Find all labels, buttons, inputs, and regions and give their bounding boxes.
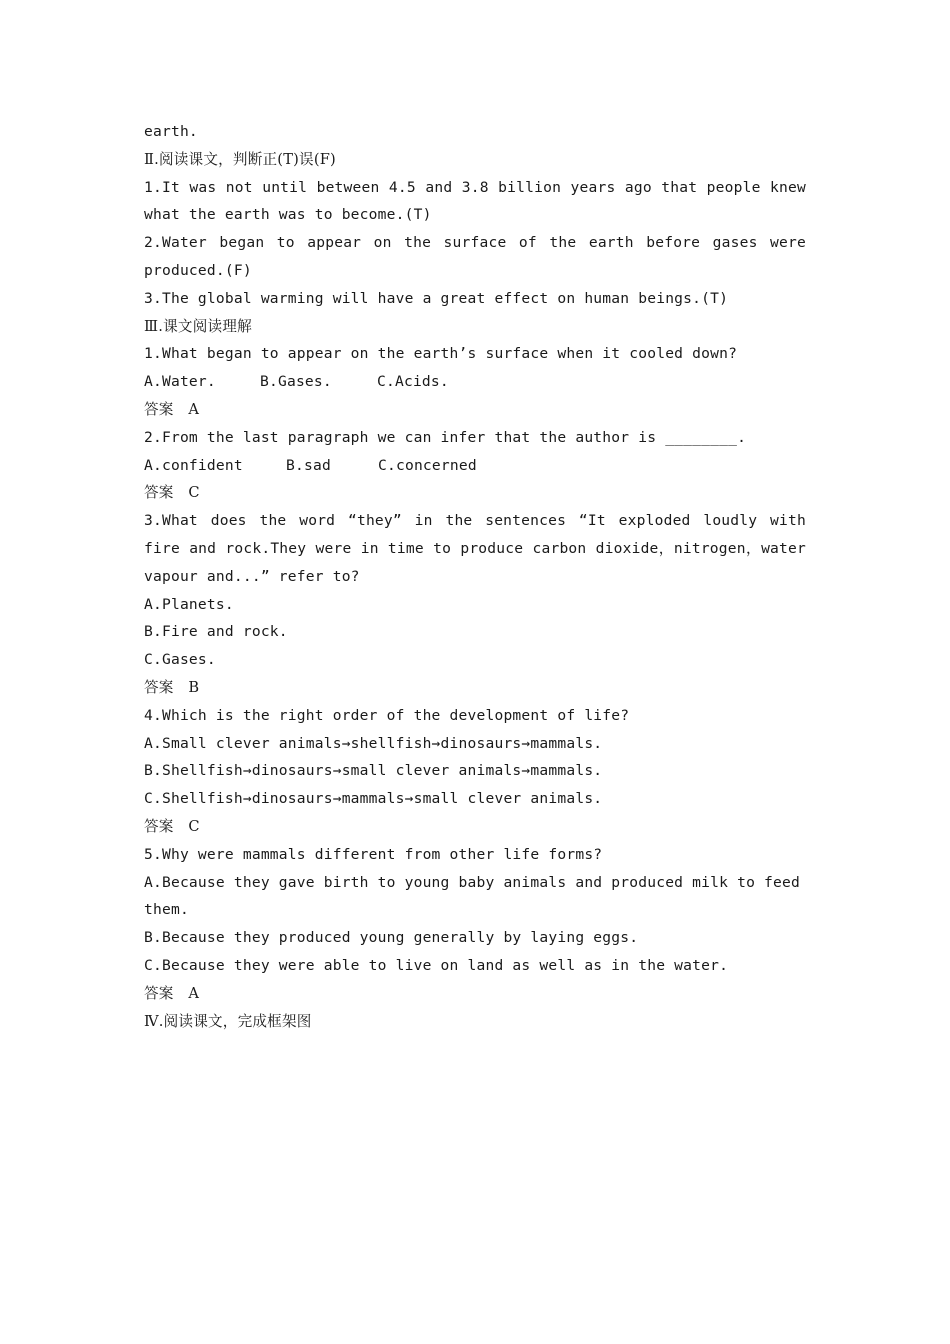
section-4-heading: Ⅳ.阅读课文，完成框架图 <box>144 1012 312 1030</box>
q2-option-c: C.concerned <box>378 456 477 474</box>
question-3: 3.What does the word “they” in the sentences “It exploded loudly with fire and rock.They were in time to produce carbon dioxide，nitrogen，water vapour and...” refer to? <box>144 512 815 585</box>
q3-option-b: B.Fire and rock. <box>144 623 288 641</box>
tf-item-2: 2.Water began to appear on the surface of the earth before gases were produced.(F) <box>144 234 815 279</box>
question-5-answer: 答案 A <box>144 984 200 1002</box>
top-fragment: earth. <box>144 123 198 140</box>
question-1-answer: 答案 A <box>144 400 200 418</box>
q1-option-c: C.Acids. <box>377 373 449 391</box>
document-page <box>144 118 815 1035</box>
q5-option-c: C.Because they were able to live on land as well as in the water. <box>144 956 729 974</box>
q2-option-b: B.sad <box>286 456 331 474</box>
question-1: 1.What began to appear on the earth’s surface when it cooled down? <box>144 345 738 363</box>
q1-option-a: A.Water. <box>144 373 216 391</box>
question-4-answer: 答案 C <box>144 817 200 835</box>
q4-option-b: B.Shellfish→dinosaurs→small clever animals→mammals. <box>144 762 603 780</box>
q5-option-b: B.Because they produced young generally by laying eggs. <box>144 929 639 947</box>
tf-item-3: 3.The global warming will have a great effect on human beings.(T) <box>144 289 729 307</box>
q3-option-a: A.Planets. <box>144 595 234 613</box>
question-1-options <box>144 368 806 396</box>
question-2: 2.From the last paragraph we can infer that the author is ________. <box>144 428 747 446</box>
question-4: 4.Which is the right order of the development of life? <box>144 706 630 724</box>
q4-option-c: C.Shellfish→dinosaurs→mammals→small clever animals. <box>144 790 603 808</box>
question-2-answer: 答案 C <box>144 484 200 502</box>
tf-item-1: 1.It was not until between 4.5 and 3.8 billion years ago that people knew what the earth was to become.(T) <box>144 178 815 224</box>
q2-option-a: A.confident <box>144 456 243 474</box>
question-3-answer: 答案 B <box>144 678 200 696</box>
question-5: 5.Why were mammals different from other life forms? <box>144 845 603 863</box>
q3-option-c: C.Gases. <box>144 651 216 669</box>
section-3-heading: Ⅲ.课文阅读理解 <box>144 317 252 335</box>
section-2-heading: Ⅱ.阅读课文，判断正(T)误(F) <box>144 150 336 168</box>
q1-option-b: B.Gases. <box>260 373 332 391</box>
question-2-options <box>144 452 806 480</box>
q5-option-a: A.Because they gave birth to young baby animals and produced milk to feed them. <box>144 873 809 919</box>
q4-option-a: A.Small clever animals→shellfish→dinosaurs→mammals. <box>144 734 603 752</box>
